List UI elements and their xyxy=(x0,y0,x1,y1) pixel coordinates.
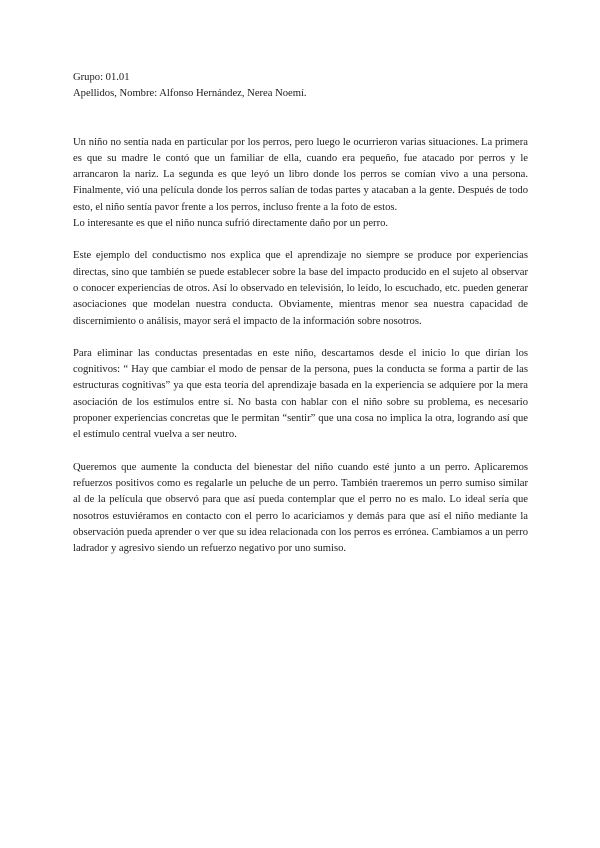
paragraph-reinforcement: Queremos que aumente la conducta del bienestar del niño cuando esté junto a un perro. Aplicaremos refuerzos positivos como es regalarle un peluche de un perro. También traeremos un perro sumiso similar al de la película que observó para que así pueda contemplar que el perro no es malo. Lo ideal sería que nosotros estuviéramos en contacto con el perro lo acariciamos y demás para que así el niño mediante la observación pueda aprender o ver que su idea relacionada con los perros es errónea. Cambiamos a un perro ladrador y agresivo siendo un refuerzo negativo por uno sumiso. xyxy=(73,461,528,555)
paragraph-story: Un niño no sentía nada en particular por los perros, pero luego le ocurrieron varias situaciones. La primera es que su madre le contó que un familiar de ella, cuando era pequeño, fue atacado por perros y le arrancaron la nariz. La segunda es que leyó un libro donde los perros se comían vivo a una persona. Finalmente, vió una película donde los perros salían de todas partes y atacaban a la gente. Después de todo esto, el niño sentía pavor frente a los perros, incluso frente a la foto de estos. xyxy=(73,136,528,213)
paragraph-explanation: Este ejemplo del conductismo nos explica que el aprendizaje no siempre se produce por experiencias directas, sino que también se puede establecer sobre la base del impacto producido en el sujeto al observar o conocer experiencias de otros. Así lo observado en televisión, lo leído, lo escuchado, etc. pueden generar asociaciones que modelan nuestra conducta. Obviamente, mientras menor sea nuestra capacidad de discernimiento o análisis, mayor será el impacto de la información sobre nosotros. xyxy=(73,250,528,327)
paragraph-elimination: Para eliminar las conductas presentadas en este niño, descartamos desde el inicio lo que dirían los cognitivos: “ Hay que cambiar el modo de pensar de la persona, pues la conducta se forma a partir de las estructuras cognitivas” ya que esta teoría del aprendizaje basada en la experiencia se adquiere por la mera asociación de los estímulos entre sí. No basta con hablar con el niño sobre su problema, es necesario proponer experiencias concretas que le permitan “sentir” que una cosa no implica la otra, logrando así que el estímulo central vuelva a ser neutro. xyxy=(73,347,528,441)
author-names-line: Apellidos, Nombre: Alfonso Hernández, Nerea Noemí. xyxy=(73,88,307,100)
document-header xyxy=(73,70,528,103)
document-page xyxy=(73,70,528,557)
group-line: Grupo: 01.01 xyxy=(73,72,130,83)
paragraph-note: Lo interesante es que el niño nunca sufrió directamente daño por un perro. xyxy=(73,218,389,230)
